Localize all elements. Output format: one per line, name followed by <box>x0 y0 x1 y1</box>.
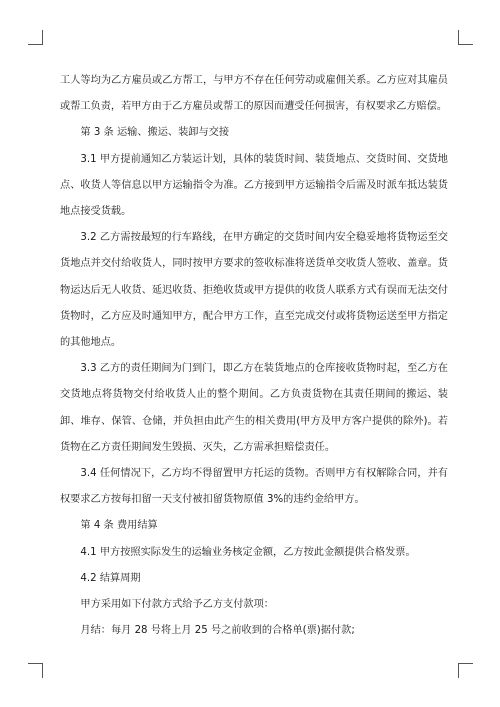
monthly-settlement-line: 月结：每月 28 号将上月 25 号之前收到的合格单(票)据付款; <box>80 625 355 637</box>
crop-mark-top-right <box>458 30 473 45</box>
payment-method-line: 甲方采用如下付款方式给予乙方支付款项： <box>80 599 274 611</box>
clause-3-1: 3.1 甲方提前通知乙方装运计划，具体的装货时间、装货地点、交货时间、交货地点、收货人等信息以甲方运输指令为准。乙方接到甲方运输指令后需及时派车抵达装货地点接受货载。 <box>60 153 448 218</box>
clause-4-2: 4.2 结算周期 <box>80 572 141 584</box>
crop-mark-bottom-left <box>28 663 43 678</box>
clause-4-1: 4.1 甲方按照实际发生的运输业务核定金额，乙方按此金额提供合格发票。 <box>80 546 416 558</box>
crop-mark-bottom-right <box>458 663 473 678</box>
clause-3-3: 3.3 乙方的责任期间为门到门，即乙方在装货地点的仓库接收货物时起，至乙方在交货地点将货物交付给收货人止的整个期间。乙方负责货物在其责任期间的搬运、装卸、堆存、保管、仓储，并负担由此产生的相关费用(甲方及甲方客户提供的除外)。若货物在乙方责任期间发生毁损、灭失，乙方需承担赔偿责任。 <box>60 363 448 453</box>
crop-mark-top-left <box>28 30 43 45</box>
document-body <box>60 68 448 644</box>
clause-3-4: 3.4 任何情况下，乙方均不得留置甲方托运的货物。否则甲方有权解除合同，并有权要求乙方按每扣留一天支付被扣留货物原值 3%的违约金给甲方。 <box>60 468 448 506</box>
article-4-heading: 第 4 条 费用结算 <box>80 520 158 532</box>
paragraph-intro: 工人等均为乙方雇员或乙方帮工，与甲方不存在任何劳动或雇佣关系。乙方应对其雇员或帮工负责，若甲方由于乙方雇员或帮工的原因而遭受任何损害，有权要求乙方赔偿。 <box>60 75 448 113</box>
clause-3-2: 3.2 乙方需按最短的行车路线，在甲方确定的交货时间内安全稳妥地将货物运至交货地点并交付给收货人，同时按甲方要求的签收标准将送货单交收货人签收、盖章。货物运达后无人收货、延迟收货、拒绝收货或甲方提供的收货人联系方式有误而无法交付货物时，乙方应及时通知甲方，配合甲方工作，直至完成交付或将货物运送至甲方指定的其他地点。 <box>60 232 448 349</box>
article-3-heading: 第 3 条 运输、搬运、装卸与交接 <box>80 127 230 139</box>
